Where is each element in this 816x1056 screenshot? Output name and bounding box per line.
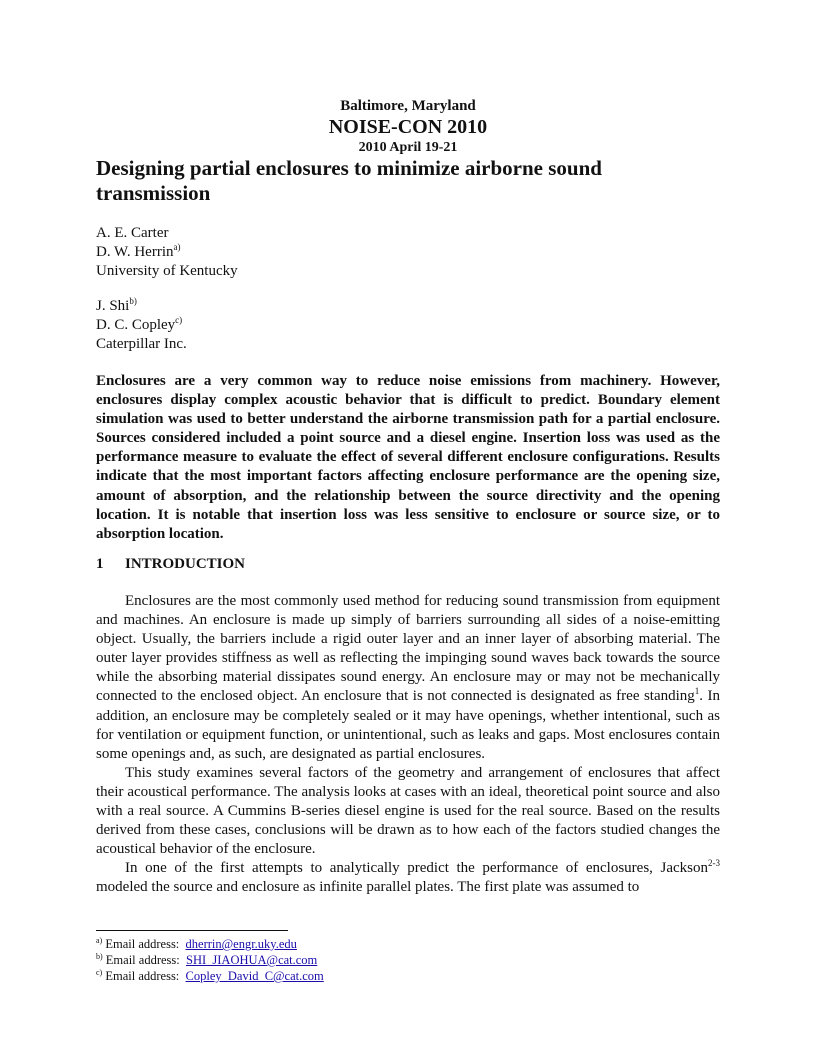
author-name: J. Shi$^{b)}$ [96, 296, 137, 314]
author-footnote-mark: a) [173, 242, 181, 252]
abstract: Enclosures are a very common way to reduce noise emissions from machinery. However, enclosures display complex acoustic behavior that is difficult to predict. Boundary element simulation was used to better understand the airborne transmission path for a partial enclosure. Sources considered included a point source and a diesel engine. Insertion loss was used as the performance measure to evaluate the effect of several different enclosure configurations. Results indicate that the most important factors affecting enclosure performance are the opening size, amount of absorption, and the relationship between the source directivity and the opening location. It is notable that insertion loss was less sensitive to enclosure or source size, or to absorption location. [96, 373, 720, 542]
email-link[interactable]: SHI_JIAOHUA@cat.com [186, 953, 318, 967]
section-title: INTRODUCTION [125, 556, 246, 572]
author-affiliation: University of Kentucky [96, 263, 238, 279]
author-name: D. C. Copley$^{c)}$ [96, 315, 183, 333]
section-heading [96, 555, 245, 574]
author-footnote-mark: b) [129, 296, 137, 306]
reference-mark: 2-3 [708, 858, 720, 869]
footnote: $^{b)}$ Email address: SHI_JIAOHUA@cat.com [96, 952, 318, 967]
footnote: $^{a)}$ Email address: dherrin@engr.uky.edu [96, 936, 297, 951]
author-name: A. E. Carter [96, 225, 169, 241]
author-footnote-mark: c) [175, 315, 183, 325]
conference-location: Baltimore, Maryland [340, 98, 476, 114]
paragraph: This study examines several factors of the geometry and arrangement of enclosures that affect their acoustical performance. The analysis looks at cases with an ideal, theoretical point source and also with a real source. A Cummins B-series diesel engine is used for the real source. Based on the results derived from these cases, conclusions will be drawn as to how each of the factors studied changes the acoustical behavior of the enclosure. [96, 764, 720, 858]
email-link[interactable]: dherrin@engr.uky.edu [185, 937, 297, 951]
author-group-2 [96, 297, 187, 354]
footnote-divider [96, 930, 288, 931]
conference-date: 2010 April 19-21 [358, 140, 458, 155]
body-text [96, 592, 720, 898]
reference-mark: 1 [694, 686, 700, 697]
author-name: D. W. Herrin$^{a)}$ [96, 242, 181, 260]
author-group-1 [96, 224, 238, 281]
paper-title: Designing partial enclosures to minimize airborne sound transmission [96, 156, 602, 205]
author-affiliation: Caterpillar Inc. [96, 336, 187, 352]
conference-name: NOISE-CON 2010 [328, 116, 488, 138]
email-link[interactable]: Copley_David_C@cat.com [185, 969, 324, 983]
footnotes [96, 936, 324, 984]
paragraph: In one of the first attempts to analytically predict the performance of enclosures, Jackson$^{2-3}$ modeled the source and enclosure as infinite parallel plates. The first plate was assumed to [96, 858, 720, 896]
paragraph: Enclosures are the most commonly used method for reducing sound transmission from equipment and machines. An enclosure is made up simply of barriers surrounding all sides of a noise-emitting object. Usually, the barriers include a rigid outer layer and an inner layer of absorbing material. The outer layer provides stiffness as well as reflecting the impinging sound waves back towards the source while the absorbing material dissipates sound energy. An enclosure may or may not be mechanically connected to the enclosed object. An enclosure that is not connected is designated as free standing$^1$. In addition, an enclosure may be completely sealed or it may have openings, whether intentional, such as for ventilation or equipment function, or unintentional, such as leaks and gaps. Most enclosures contain some openings and, as such, are designated as partial enclosures. [96, 593, 720, 762]
footnote: $^{c)}$ Email address: Copley_David_C@cat.com [96, 968, 324, 983]
section-number: 1 [96, 556, 104, 572]
